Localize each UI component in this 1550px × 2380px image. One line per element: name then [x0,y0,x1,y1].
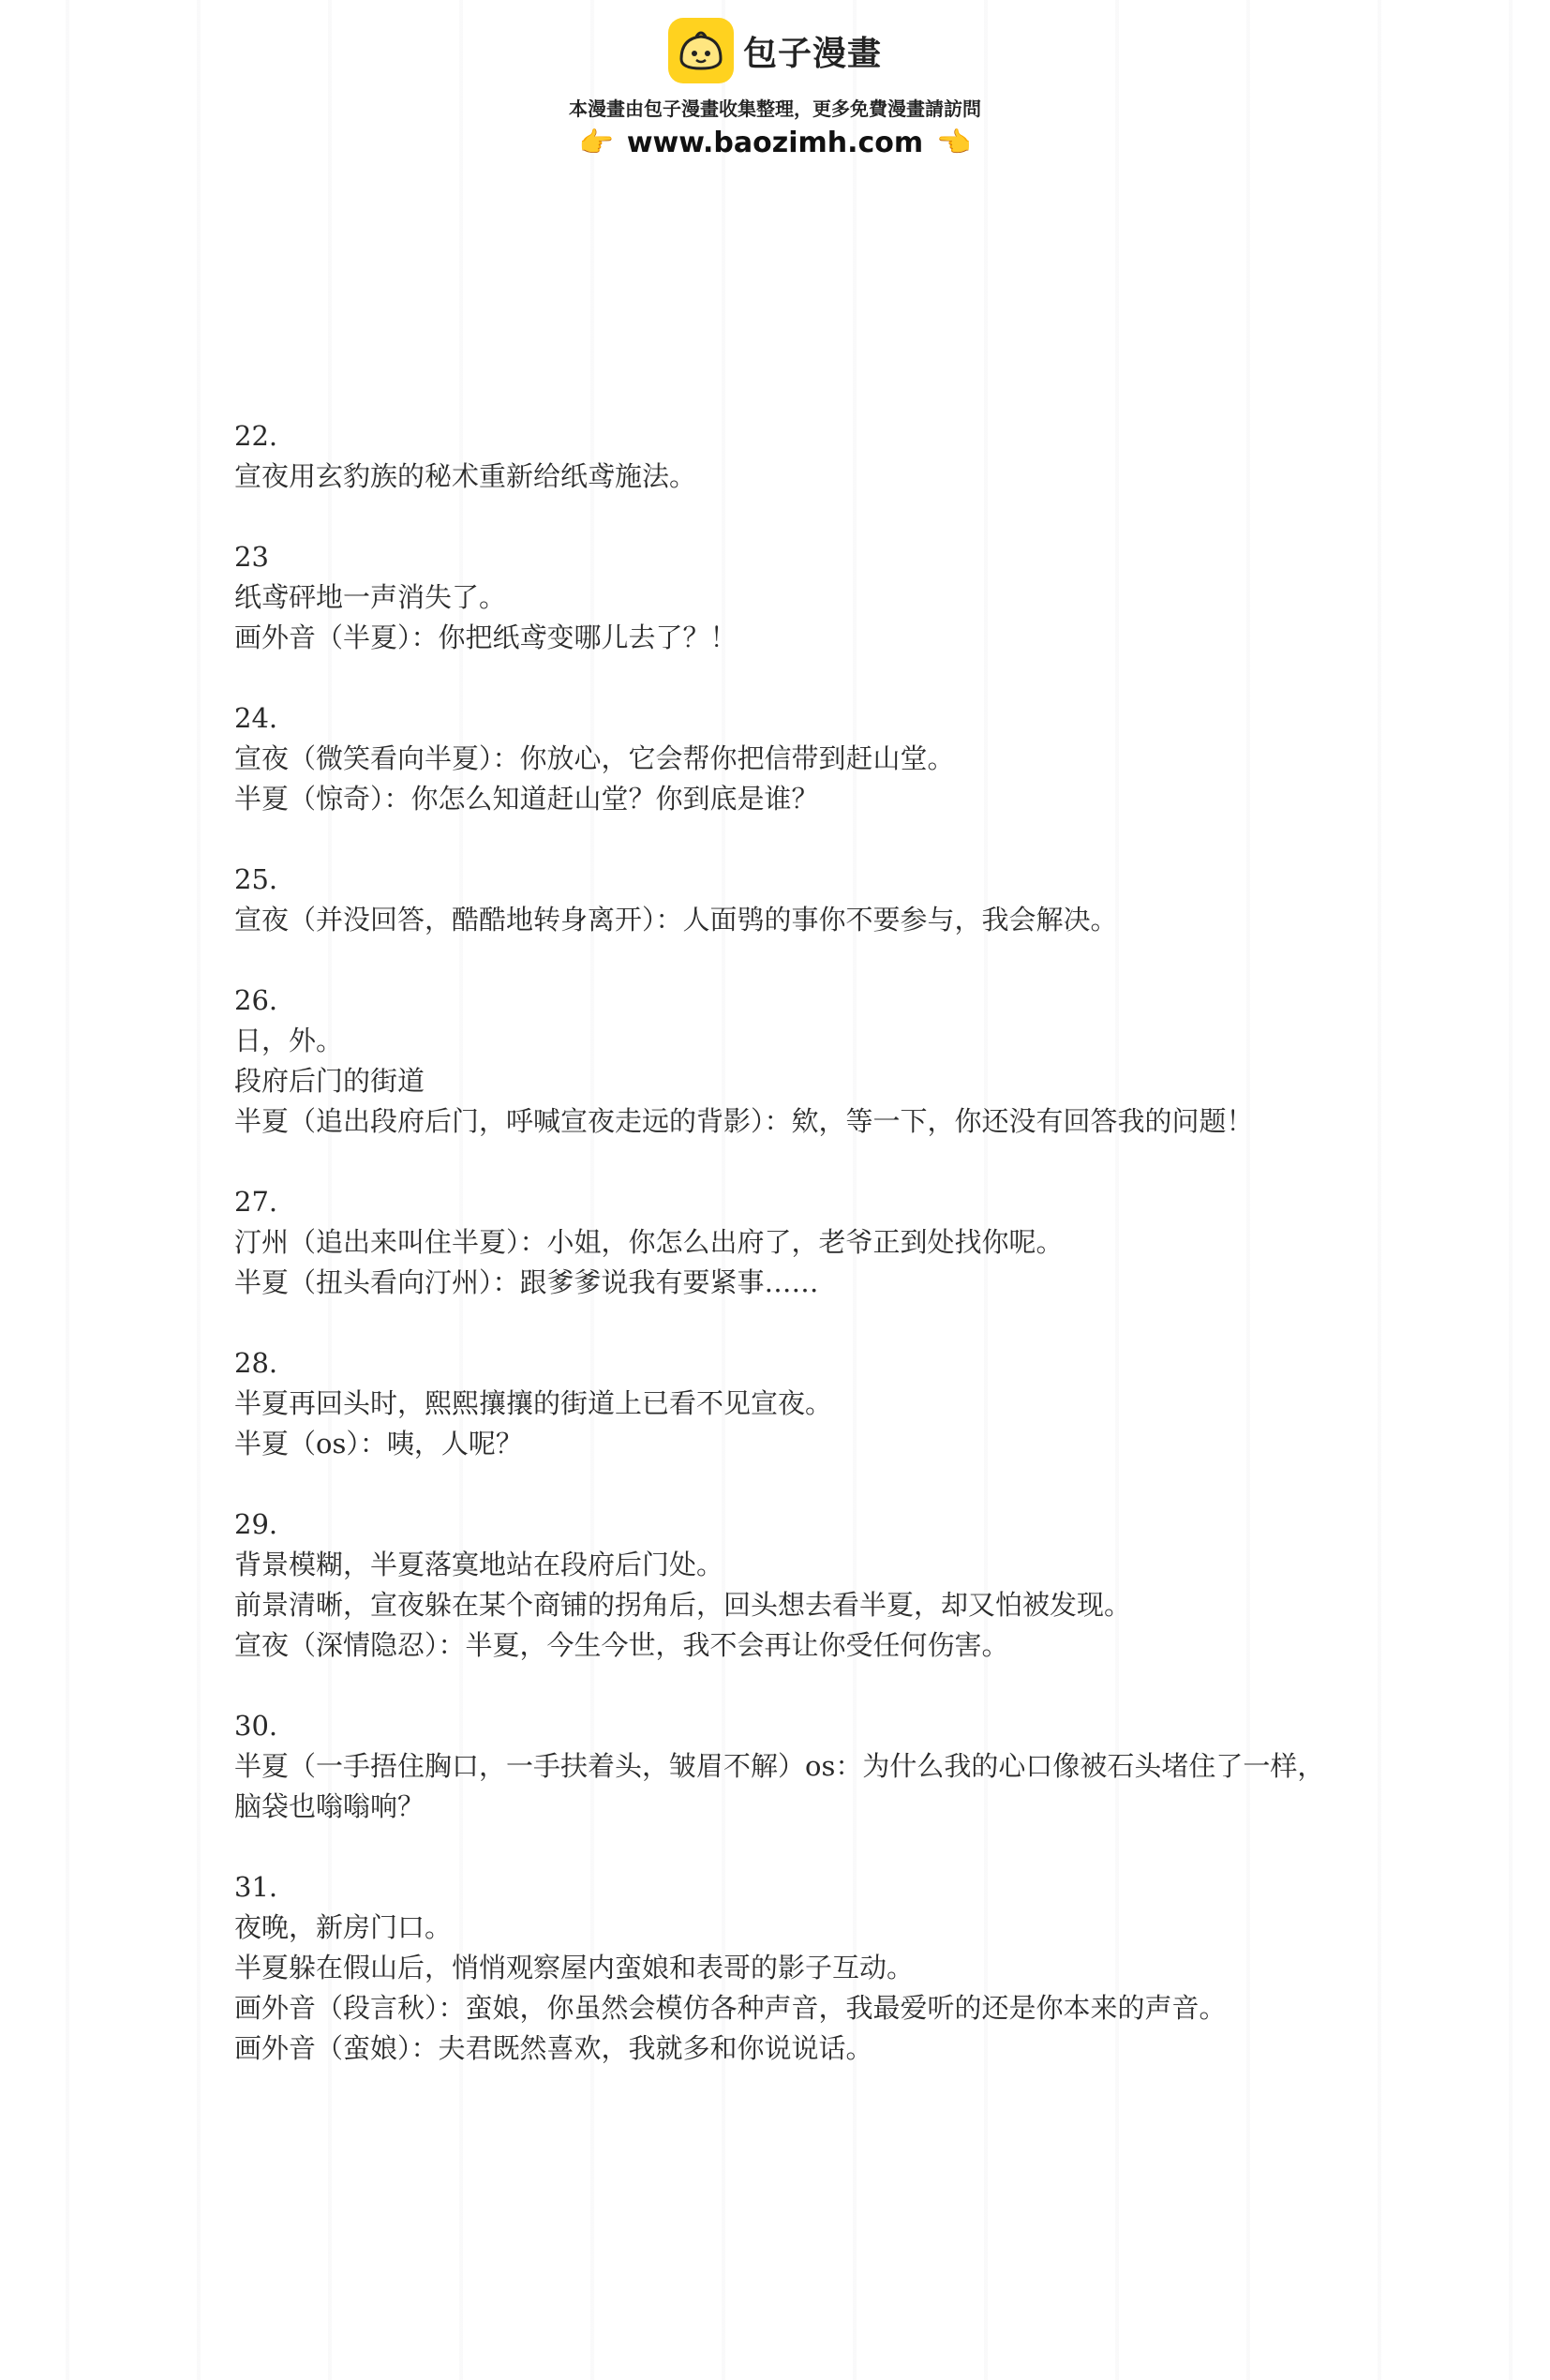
scene-31 [234,1867,1331,2069]
scene-line: 半夏（一手捂住胸口，一手扶着头，皱眉不解）os：为什么我的心口像被石头堵住了一样，脑袋也嗡嗡响？ [234,1750,1325,1822]
scene-line: 半夏（追出段府后门，呼喊宣夜走远的背影）：欸，等一下，你还没有回答我的问题！ [234,1105,1254,1137]
scene-26 [234,980,1331,1142]
scene-line: 半夏（os）：咦，人呢？ [234,1428,523,1459]
scene-line: 宣夜（深情隐忍）：半夏，今生今世，我不会再让你受任何伤害。 [234,1629,1009,1661]
scene-30 [234,1706,1331,1827]
scene-line: 画外音（蛮娘）：夫君既然喜欢，我就多和你说说话。 [234,2032,873,2064]
scene-line: 前景清晰，宣夜躲在某个商铺的拐角后，回头想去看半夏，却又怕被发现。 [234,1589,1132,1621]
scene-line: 夜晚，新房门口。 [234,1911,453,1943]
logo[interactable] [0,17,1550,84]
script-body [234,416,1331,2109]
scene-number: 29. [234,1508,278,1540]
scene-line: 宣夜（微笑看向半夏）：你放心，它会帮你把信带到赶山堂。 [234,742,955,774]
scene-line: 汀州（追出来叫住半夏）：小姐，你怎么出府了，老爷正到处找你呢。 [234,1226,1064,1258]
url-row [0,127,1550,159]
scene-24 [234,698,1331,819]
scene-27 [234,1182,1331,1303]
scene-line: 画外音（段言秋）：蛮娘，你虽然会模仿各种声音，我最爱听的还是你本来的声音。 [234,1992,1227,2024]
tagline: 本漫畫由包子漫畫收集整理，更多免費漫畫請訪問 [569,97,981,120]
scene-number: 31. [234,1871,278,1903]
scene-line: 宣夜用玄豹族的秘术重新给纸鸢施法。 [234,460,697,492]
site-url-link[interactable]: www.baozimh.com [626,127,924,159]
scene-line: 半夏（惊奇）：你怎么知道赶山堂？你到底是谁？ [234,783,819,815]
scene-line: 画外音（半夏）：你把纸鸢变哪儿去了？！ [234,621,738,653]
scene-line: 纸鸢砰地一声消失了。 [234,581,507,613]
scene-25 [234,860,1331,940]
scene-number: 30. [234,1710,278,1742]
scene-line: 背景模糊，半夏落寞地站在段府后门处。 [234,1549,724,1580]
logo-text: 包子漫畫 [742,34,882,73]
scene-line: 半夏再回头时，熙熙攘攘的街道上已看不见宣夜。 [234,1387,833,1419]
scene-number: 26. [234,984,278,1016]
scene-number: 22. [234,420,278,452]
pointing-left-hand-icon: 👈 [936,126,972,159]
bun-logo-icon [668,18,734,83]
scene-23 [234,537,1331,658]
site-header [0,17,1550,159]
scene-line: 日，外。 [234,1025,344,1056]
pointing-right-hand-icon: 👉 [578,126,614,159]
scene-number: 28. [234,1347,278,1379]
scene-number: 24. [234,702,278,734]
scene-line: 宣夜（并没回答，酷酷地转身离开）：人面鸮的事你不要参与，我会解决。 [234,904,1118,936]
scene-line: 半夏躲在假山后，悄悄观察屋内蛮娘和表哥的影子互动。 [234,1952,915,1983]
scene-22 [234,416,1331,497]
scene-number: 27. [234,1186,278,1218]
scene-number: 23 [234,541,269,573]
scene-line: 半夏（扭头看向汀州）：跟爹爹说我有要紧事…… [234,1266,819,1298]
scene-number: 25. [234,863,278,895]
scene-29 [234,1504,1331,1666]
scene-28 [234,1343,1331,1464]
scene-line: 段府后门的街道 [234,1065,425,1097]
